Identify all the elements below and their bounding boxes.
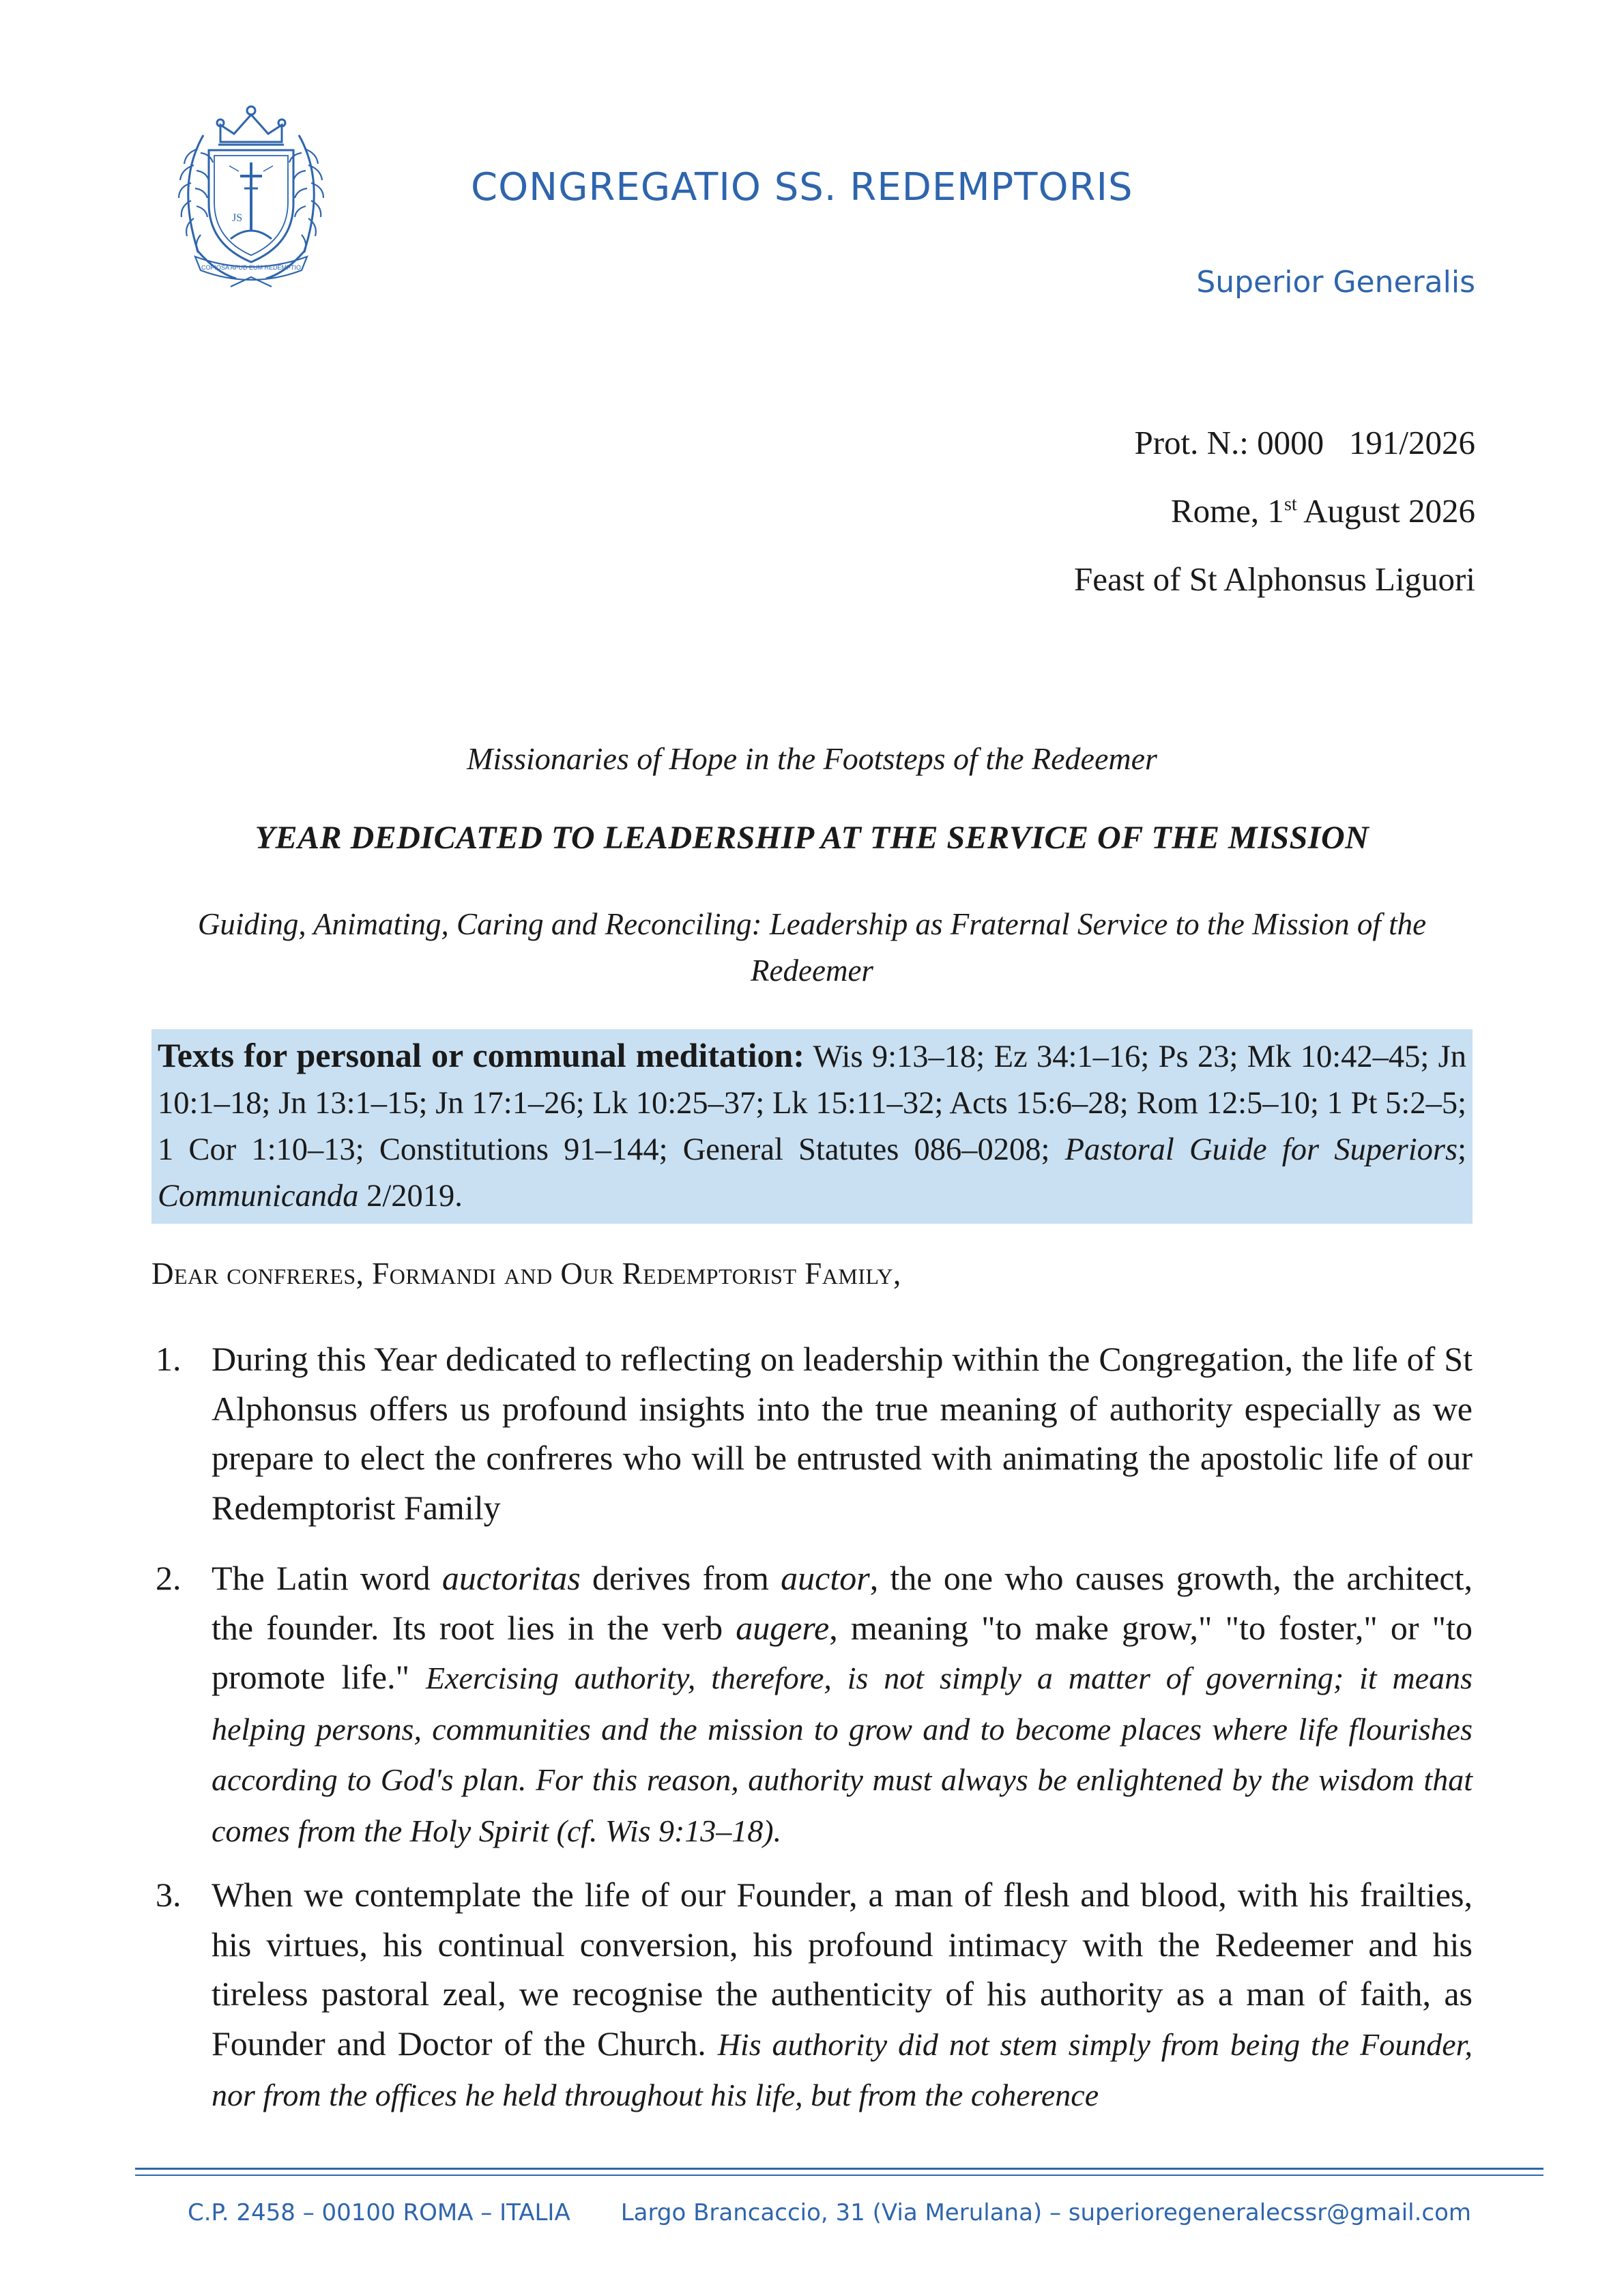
text-run: The Latin word [212,1559,442,1597]
date-suffix: August 2026 [1296,492,1475,530]
ref-separator: ; [1458,1132,1466,1167]
crest-letters: JS [232,212,243,224]
feast-line: Feast of St Alphonsus Liguori [1073,560,1475,598]
italic-passage: His authority did not stem simply from being the Founder, nor from the offices he held throughout his life, but from the coherence [212,2026,1473,2112]
meditation-label: Texts for personal or communal meditation: [158,1036,804,1074]
pastoral-guide-ref: Pastoral Guide for Superiors [1064,1132,1458,1167]
paragraph-2 [156,1553,1473,1856]
paragraph-1 [156,1334,1473,1532]
organization-name: CONGREGATIO SS. REDEMPTORIS [471,165,1133,210]
latin-term: augere [736,1608,830,1647]
crest-icon [156,94,347,299]
protocol-number: Prot. N.: 0000 191/2026 [1134,424,1475,461]
theme-line: Missionaries of Hope in the Footsteps of the Redeemer [467,741,1157,776]
text-run: , meaning "to make grow," "to foster," or "to promote life." [212,1608,1473,1696]
text-run: derives from [580,1559,781,1597]
document-title: YEAR DEDICATED TO LEADERSHIP AT THE SERVICE OF THE MISSION [255,820,1369,856]
paragraph-text [212,1553,1473,1856]
paragraph-text [212,1870,1473,2121]
crest-motto: COPIOSA APUD EUM REDEMPTIO [201,264,302,271]
communicanda-number: 2/2019. [358,1179,463,1214]
footer-rule [135,2168,1543,2170]
paragraph-number: 1. [156,1340,182,1378]
postal-address: C.P. 2458 – 00100 ROMA – ITALIA [188,2199,570,2226]
text-run: When we contemplate the life of our Founder, a man of flesh and blood, with his frailties, his virtues, his continual conversion, his profound intimacy with the Redeemer and his tireless pastoral zeal, we recognise the authenticity of his authority as a man of faith, as Founder and Doctor of the Church. [212,1876,1473,2063]
paragraph-number: 2. [156,1559,182,1597]
paragraph-text: During this Year dedicated to reflecting on leadership within the Congregation, the life of St Alphonsus offers us profound insights into the true meaning of authority especially as we prepare to elect the confreres who will be entrusted with animating the apostolic life of our Redemptorist Family [212,1340,1473,1527]
footer-rule-thin [135,2175,1543,2176]
date-ordinal: st [1284,493,1297,515]
latin-term: auctor [781,1559,870,1597]
date-prefix: Rome, 1 [1170,492,1284,530]
paragraph-3 [156,1870,1473,2121]
italic-passage: Exercising authority, therefore, is not simply a matter of governing; it means helping persons, communities and the mission to grow and to become places where life flourishes according to God's plan. For this reason, authority must always be enlightened by the wisdom that comes from the Holy Spirit (cf. Wis 9:13–18). [212,1661,1473,1848]
document-subtitle: Guiding, Animating, Caring and Reconciling: Leadership as Fraternal Service to the Mission of the Redeemer [197,907,1427,988]
latin-term: auctoritas [441,1559,581,1597]
office-title: Superior Generalis [1196,265,1475,300]
meditation-box [151,1029,1473,1224]
footer-address [188,2199,1471,2226]
meditation-refs: Wis 9:13–18; Ez 34:1–16; Ps 23; Mk 10:42–45; Jn 10:1–18; Jn 13:1–15; Jn 17:1–26; Lk 10:25–37; Lk 15:11–32; Acts 15:6–28; Rom 12:5–10; 1 Pt 5:2–5; 1 Cor 1:10–13; Constitutions 91–144; General Statutes 086–0208; [158,1039,1466,1167]
letter-date [1171,491,1475,530]
street-and-email: Largo Brancaccio, 31 (Via Merulana) – superioregeneralecssr@gmail.com [620,2199,1472,2226]
paragraph-number: 3. [156,1876,182,1914]
congregation-crest [156,94,347,299]
text-run: , the one who causes growth, the architect, the founder. Its root lies in the verb [212,1559,1473,1647]
salutation: Dear confreres, Formandi and Our Redemptorist Family, [151,1257,901,1291]
communicanda-ref: Communicanda [158,1179,359,1214]
